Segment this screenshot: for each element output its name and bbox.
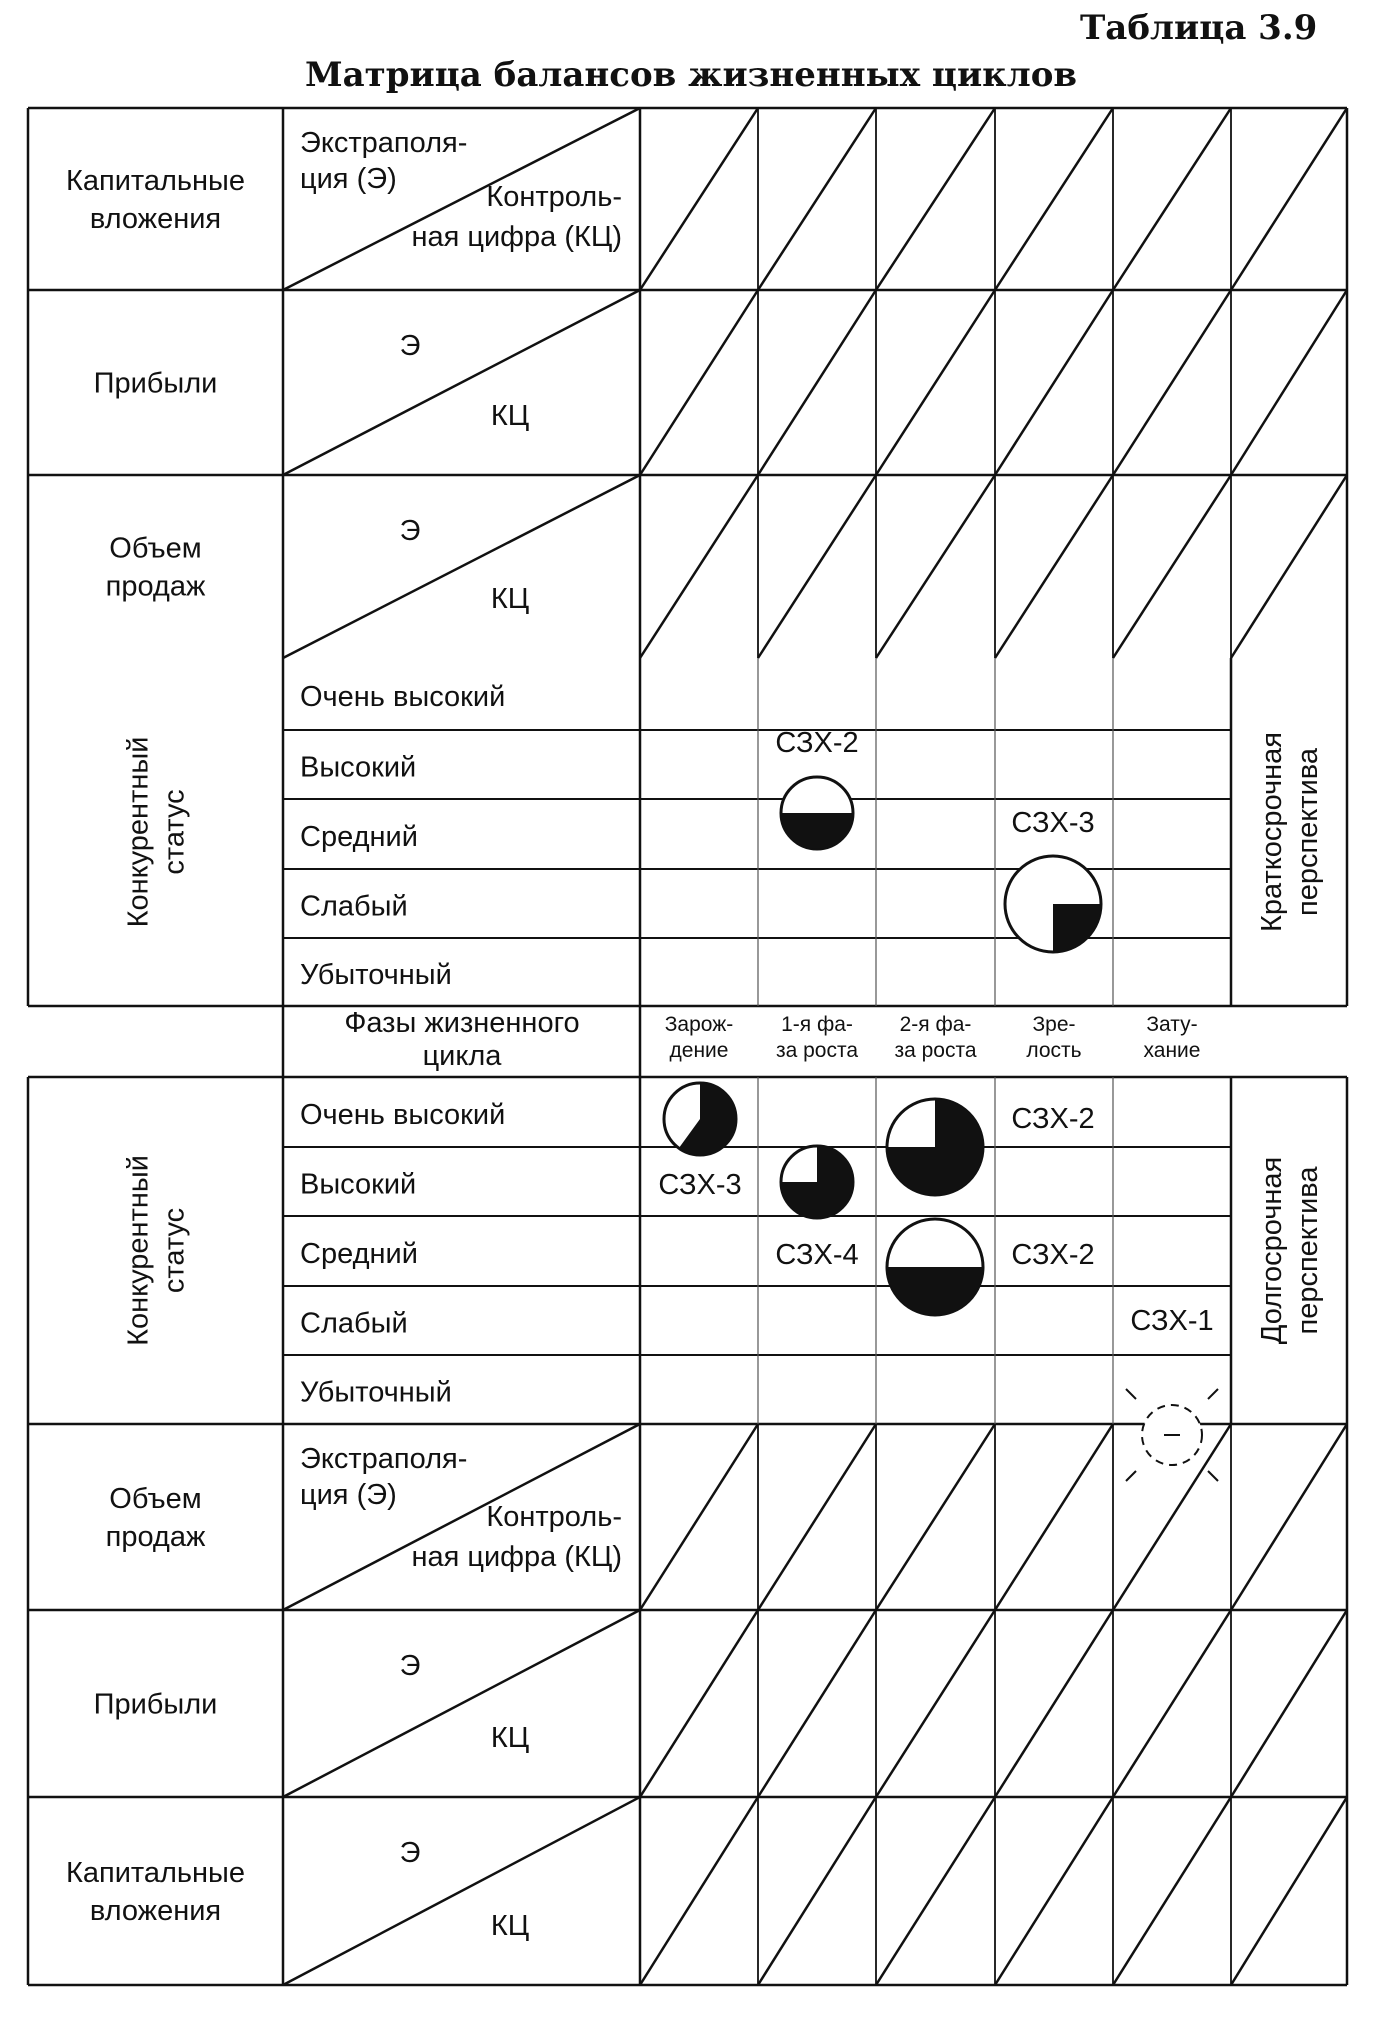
top_blocks-1-cell-diagonal (876, 290, 995, 475)
short-term-competitive-status-label-line: статус (158, 789, 191, 875)
long-term-term-label-line: Долгосрочная (1256, 1156, 1288, 1345)
bottom_blocks-2-cell-diagonal (995, 1797, 1113, 1985)
phase-label-0: Зарож- (664, 1013, 734, 1036)
short-term-status-level: Высокий (300, 751, 417, 784)
bottom_blocks-2-label-diagonal (283, 1797, 640, 1985)
bottom_blocks-2-cell-diagonal (758, 1797, 876, 1985)
top_blocks-1-control-text: КЦ (490, 400, 530, 432)
long-term-term-label (1256, 1157, 1324, 1345)
bottom_blocks-0-cell-diagonal (995, 1424, 1113, 1610)
long-term-bubble-szh2-mid (887, 1219, 983, 1315)
long-term-label-szh1: СЗХ-1 (1130, 1305, 1214, 1337)
phase-label-2: за роста (894, 1039, 977, 1062)
bottom_blocks-1-cell-diagonal (1231, 1610, 1347, 1797)
bottom_blocks-2-label: вложения (89, 1895, 222, 1927)
top_blocks-0-cell-diagonal (640, 108, 758, 290)
top_blocks-0-cell-diagonal (1231, 108, 1347, 290)
short-term-status-level: Очень высокий (300, 681, 506, 713)
bottom_blocks-1-control-text: КЦ (490, 1722, 530, 1754)
long-term-label-szh3: СЗХ-3 (658, 1169, 742, 1201)
bottom_blocks-1-extrapolation-text: Э (399, 1650, 421, 1682)
bottom_blocks-2-control-text: КЦ (490, 1910, 530, 1942)
top_blocks-1-cell-diagonal (995, 290, 1113, 475)
top_blocks-0-label: Капитальные (65, 165, 246, 197)
top_blocks-0-cell-diagonal (876, 108, 995, 290)
top_blocks-2-cell-diagonal (1231, 475, 1347, 658)
top_blocks-0-label: вложения (89, 203, 222, 235)
bottom_blocks-2-cell-diagonal (876, 1797, 995, 1985)
bottom_blocks-2-cell-diagonal (1113, 1797, 1231, 1985)
long-term-competitive-status-label (123, 1155, 191, 1346)
bottom_blocks-1-label: Прибыли (93, 1688, 218, 1721)
top_blocks-0-cell-diagonal (995, 108, 1113, 290)
top_blocks-2-cell-diagonal (640, 475, 758, 658)
long-term-status-level: Очень высокий (300, 1099, 506, 1131)
bottom_blocks-0-control-text: Контроль- (486, 1501, 622, 1533)
bottom_blocks-1-label-diagonal (283, 1610, 640, 1797)
bottom_blocks-0-cell-diagonal (876, 1424, 995, 1610)
phase-label-4: Зату- (1146, 1013, 1198, 1036)
top_blocks-1-extrapolation-text: Э (399, 330, 421, 362)
bottom_blocks-0-control-text: ная цифра (КЦ) (411, 1541, 622, 1573)
bottom_blocks-0-cell-diagonal (1231, 1424, 1347, 1610)
short-term-status-level: Средний (300, 821, 418, 853)
long-term-status-level: Средний (300, 1238, 418, 1270)
top_blocks-0-cell-diagonal (1113, 108, 1231, 290)
top_blocks-0-control-text: ная цифра (КЦ) (411, 221, 622, 253)
long-term-competitive-status-label-line: статус (158, 1207, 191, 1294)
phases-header: Фазы жизненного (344, 1007, 580, 1039)
long-term-bubble-szh4 (781, 1146, 853, 1218)
top_blocks-2-cell-diagonal (758, 475, 876, 658)
short-term-term-label-line: Краткосрочная (1256, 731, 1288, 933)
page-title: Матрица балансов жизненных циклов (304, 55, 1078, 95)
top_blocks-2-label: продаж (105, 570, 206, 603)
top_blocks-1-cell-diagonal (1231, 290, 1347, 475)
top_blocks-2-cell-diagonal (876, 475, 995, 658)
bottom_blocks-0-cell-diagonal (758, 1424, 876, 1610)
top_blocks-2-control-text: КЦ (490, 583, 530, 615)
short-term-bubble-szh2-share (781, 813, 853, 849)
long-term-bubble-szh1-ray (1126, 1471, 1136, 1481)
phase-label-1: за роста (775, 1039, 859, 1062)
bottom_blocks-0-extrapolation-text: ция (Э) (300, 1479, 397, 1511)
top_blocks-1-cell-diagonal (640, 290, 758, 475)
table-number: Таблица 3.9 (1080, 8, 1318, 48)
short-term-status-level: Убыточный (300, 959, 452, 991)
bottom_blocks-0-cell-diagonal (640, 1424, 758, 1610)
long-term-status-level: Убыточный (300, 1376, 452, 1409)
top_blocks-1-cell-diagonal (1113, 290, 1231, 475)
short-term-term-label-line: перспектива (1292, 748, 1324, 916)
phase-label-3: лость (1026, 1039, 1082, 1062)
short-term-bubble-szh3-share (1053, 904, 1101, 952)
short-term-competitive-status-label (123, 737, 191, 928)
bottom_blocks-2-label: Капитальные (65, 1857, 246, 1889)
long-term-bubble-szh2-high (887, 1099, 983, 1195)
top_blocks-1-cell-diagonal (758, 290, 876, 475)
phase-label-1: 1-я фа- (781, 1013, 853, 1036)
long-term-label-szh4: СЗХ-4 (775, 1239, 859, 1271)
top_blocks-2-label-diagonal (283, 475, 640, 658)
top_blocks-0-control-text: Контроль- (486, 181, 622, 213)
top_blocks-2-label: Объем (109, 532, 202, 565)
bottom_blocks-1-cell-diagonal (1113, 1610, 1231, 1797)
top_blocks-0-cell-diagonal (758, 108, 876, 290)
top_blocks-1-label-diagonal (283, 290, 640, 475)
long-term-bubble-szh1-ray (1126, 1389, 1136, 1399)
short-term-label-szh2: СЗХ-2 (775, 727, 859, 759)
long-term-status-level: Слабый (300, 1307, 408, 1340)
long-term-bubble-szh2-mid-share (887, 1267, 983, 1315)
top_blocks-0-extrapolation-text: ция (Э) (300, 163, 397, 195)
long-term-bubble-szh3 (664, 1083, 736, 1155)
short-term-label-szh3: СЗХ-3 (1011, 807, 1095, 839)
bottom_blocks-0-extrapolation-text: Экстраполя- (300, 1443, 468, 1475)
short-term-term-label (1256, 732, 1324, 932)
bottom_blocks-0-label: Объем (109, 1483, 202, 1515)
bottom_blocks-2-cell-diagonal (640, 1797, 758, 1985)
long-term-term-label-line: перспектива (1292, 1166, 1324, 1335)
top_blocks-0-extrapolation-text: Экстраполя- (300, 127, 468, 159)
phase-label-3: Зре- (1032, 1013, 1076, 1036)
long-term-label-szh2-high: СЗХ-2 (1011, 1103, 1095, 1135)
bottom_blocks-1-cell-diagonal (640, 1610, 758, 1797)
bottom_blocks-1-cell-diagonal (995, 1610, 1113, 1797)
short-term-bubble-szh2 (781, 777, 853, 849)
long-term-status-level: Высокий (300, 1168, 417, 1201)
top_blocks-2-cell-diagonal (1113, 475, 1231, 658)
long-term-bubble-szh1-ray (1208, 1471, 1218, 1481)
long-term-bubble-szh1-ray (1208, 1389, 1218, 1399)
long-term-label-szh2-mid: СЗХ-2 (1011, 1239, 1095, 1271)
top_blocks-2-cell-diagonal (995, 475, 1113, 658)
bottom_blocks-0-label: продаж (105, 1521, 206, 1553)
short-term-competitive-status-label-line: Конкурентный (122, 736, 155, 928)
top_blocks-1-label: Прибыли (93, 367, 218, 400)
bottom_blocks-1-cell-diagonal (758, 1610, 876, 1797)
bottom_blocks-2-cell-diagonal (1231, 1797, 1347, 1985)
long-term-competitive-status-label-line: Конкурентный (122, 1155, 155, 1346)
bottom_blocks-2-extrapolation-text: Э (399, 1837, 421, 1869)
short-term-status-level: Слабый (300, 890, 408, 923)
short-term-bubble-szh3 (1005, 856, 1101, 952)
phases-header: цикла (422, 1040, 502, 1072)
phase-label-2: 2-я фа- (899, 1013, 972, 1036)
top_blocks-2-extrapolation-text: Э (399, 515, 421, 547)
phase-label-0: дение (669, 1039, 729, 1062)
phase-label-4: хание (1143, 1039, 1201, 1062)
bottom_blocks-1-cell-diagonal (876, 1610, 995, 1797)
